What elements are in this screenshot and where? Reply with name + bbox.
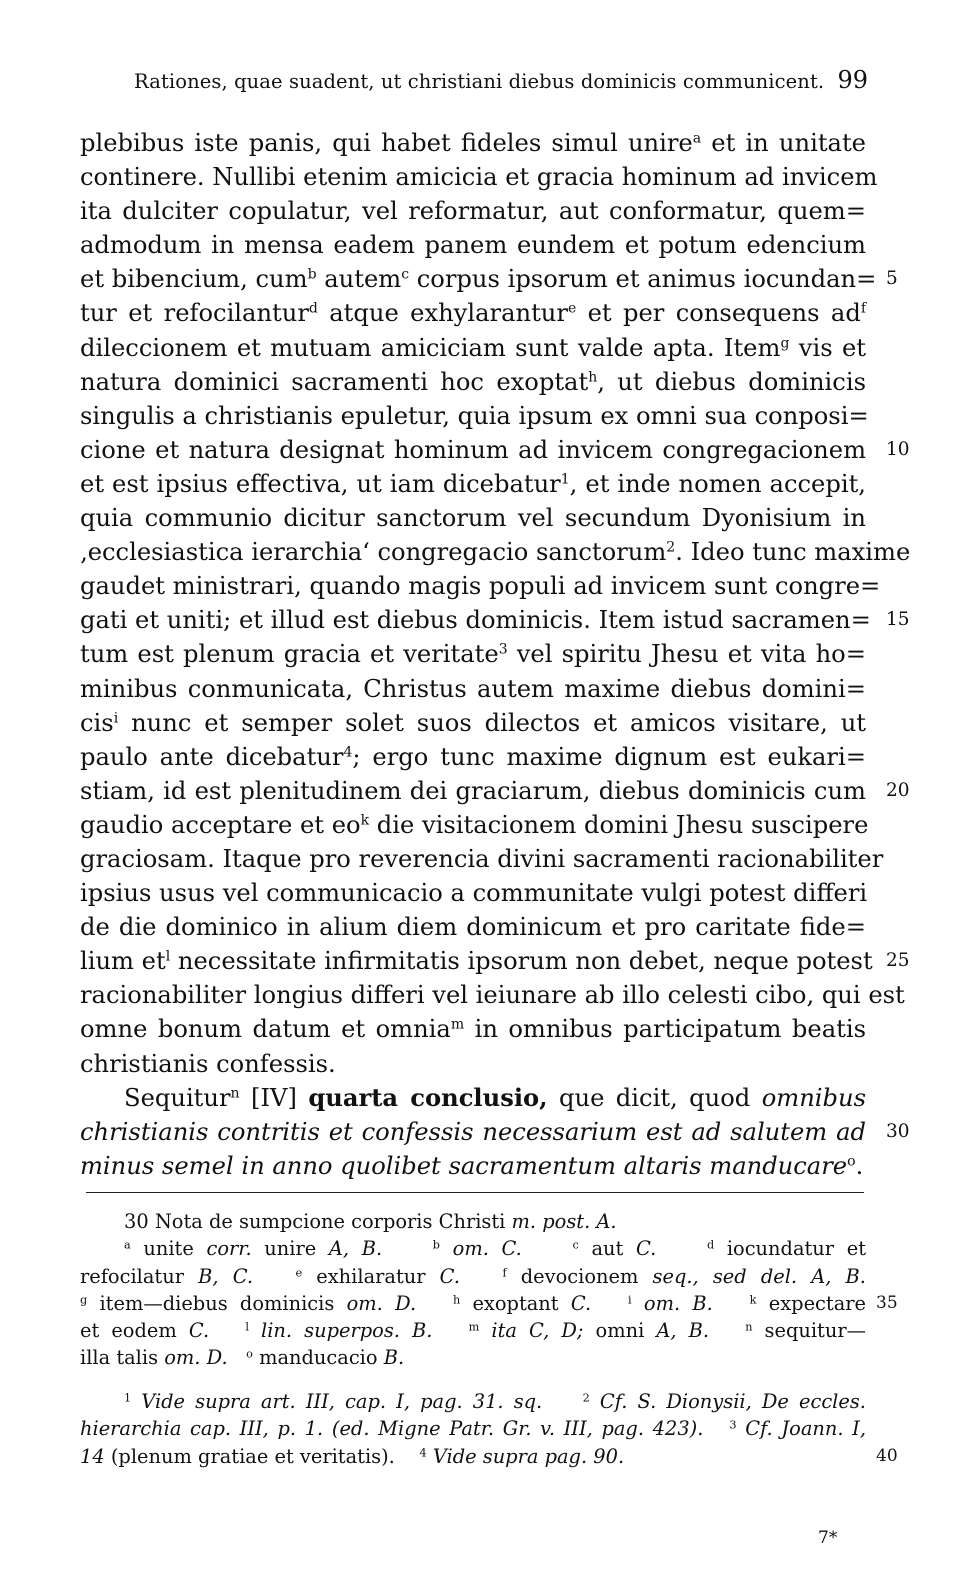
apparatus-line-text: $^a$ unite corr. unire A, B. $^b$ om. C. $^c$ aut C. $^d$ iocundatur et (124, 1237, 866, 1261)
text-line-text: ‚ecclesiastica ierarchia‘ congregacio sanctorum$^2$. Ideo tunc maxime (80, 538, 911, 567)
text-line (80, 228, 866, 262)
source-note-line-text: hierarchia cap. III, p. 1. (ed. Migne Patr. Gr. v. III, pag. 423). $^3$ Cf. Joann. I, (80, 1417, 867, 1441)
running-title: Rationes, quae suadent, ut christiani diebus dominicis communicent. (134, 70, 825, 93)
apparatus-line-text: 30 Nota de sumpcione corporis Christi m. post. A. (124, 1210, 617, 1233)
critical-apparatus (80, 1208, 898, 1372)
apparatus-line (80, 1263, 866, 1290)
text-line-text: stiam, id est plenitudinem dei graciarum, diebus dominicis cum (80, 776, 866, 805)
text-line (80, 126, 866, 160)
text-line-text: ipsius usus vel communicacio a communitate vulgi potest differi (80, 879, 868, 908)
page-number: 99 (837, 66, 868, 94)
apparatus-line-text: et eodem C. $^l$ lin. superpos. B. $^m$ ita C, D; omni A, B. $^n$ sequitur— (80, 1319, 867, 1343)
text-line-text: minus semel in anno quolibet sacramentum altaris manducare$^o$. (80, 1151, 864, 1180)
apparatus-line (80, 1317, 866, 1344)
apparatus-line-text: illa talis om. D. $^o$ manducacio B. (80, 1346, 405, 1370)
source-note-line-text: $^1$ Vide supra art. III, cap. I, pag. 31. sq. $^2$ Cf. S. Dionysii, De eccles. (124, 1390, 866, 1413)
text-line-text: tur et refocilantur$^d$ atque exhylarantur$^e$ et per consequens $ad^f$ (80, 299, 866, 328)
text-line (80, 842, 884, 876)
text-line-text: continere. Nullibi etenim amicicia et gracia hominum ad invicem (80, 163, 878, 192)
line-number: 20 (886, 779, 910, 801)
text-line (80, 194, 866, 228)
text-line (80, 296, 866, 330)
text-line-text: christianis confessis. (80, 1049, 336, 1078)
text-line-text: gaudio acceptare et $eo^k$ die visitacionem domini Jhesu suscipere (80, 810, 869, 839)
text-line-text: omne bonum datum et omnia$^m$ in omnibus participatum beatis (80, 1015, 867, 1044)
text-line-text: gati et uniti; et illud est diebus dominicis. Item istud sacramen= (80, 606, 871, 635)
text-line (80, 1012, 866, 1046)
text-line-text: singulis a christianis epuletur, quia ipsum ex omni sua conposi= (80, 401, 869, 430)
signature-mark: 7* (818, 1528, 838, 1548)
text-line-text: et est ipsius effectiva, ut iam dicebatur$^1$, et inde nomen accepit, (80, 469, 866, 498)
footnote-separator-rule (86, 1192, 864, 1193)
text-line-text: tum est plenum gracia et veritate$^3$ vel spiritu Jhesu et vita ho= (80, 640, 866, 669)
text-line (80, 876, 866, 910)
text-line (80, 1115, 910, 1149)
text-line (80, 808, 869, 842)
text-line (80, 365, 866, 399)
text-line (80, 433, 910, 467)
apparatus-line-text: $^g$ item—diebus dominicis om. D. $^h$ exoptant C. $^i$ om. B. $^k$ expectare (80, 1291, 867, 1315)
text-line-text: admodum in mensa eadem panem eundem et potum edencium (80, 231, 866, 260)
text-line-text: quia communio dicitur sanctorum vel secundum Dyonisium in (80, 504, 866, 533)
apparatus-line (80, 1235, 866, 1262)
text-line (80, 637, 866, 671)
text-line (80, 399, 869, 433)
text-line-text: cione et natura designat hominum ad invicem congregacionem (80, 435, 866, 464)
apparatus-line (80, 1208, 866, 1235)
source-footnotes (80, 1388, 898, 1470)
line-number: 30 (886, 1120, 910, 1142)
text-line (80, 1149, 866, 1183)
text-line (80, 262, 898, 296)
text-line-text: natura dominici sacramenti hoc exoptat$^h$, ut diebus dominicis (80, 367, 866, 396)
line-number: 40 (876, 1445, 898, 1466)
running-header (80, 62, 868, 102)
text-line (80, 467, 866, 501)
text-line (80, 160, 878, 194)
text-line (80, 910, 866, 944)
text-line-text: plebibus iste panis, qui habet fideles simul unire$^a$ et in unitate (80, 129, 866, 157)
text-line-text: gaudet ministrari, quando magis populi ad invicem sunt congre= (80, 572, 881, 601)
text-line-text: et bibencium, cum$^b$ autem$^c$ corpus ipsorum et animus iocundan= (80, 265, 877, 294)
text-line-text: minibus conmunicata, Christus autem maxime diebus domini= (80, 674, 866, 703)
apparatus-line-text: refocilatur B, C. $^e$ exhilaratur C. $^f$ devocionem seq., sed del. A, B. (80, 1264, 866, 1288)
text-line (80, 1047, 866, 1081)
line-number: 25 (886, 950, 910, 972)
text-line-text: de die dominico in alium diem dominicum et pro caritate fide= (80, 913, 866, 942)
line-number: 15 (886, 609, 910, 631)
source-note-line (80, 1415, 866, 1442)
text-line-text: christianis contritis et confessis necessarium est ad salutem ad (80, 1117, 866, 1146)
text-line (80, 535, 911, 569)
apparatus-line (80, 1344, 866, 1371)
text-line-text: cis$^i$ nunc et semper solet suos dilectos et amicos visitare, ut (80, 708, 866, 737)
text-line (80, 740, 866, 774)
text-line (80, 672, 866, 706)
source-note-line (80, 1443, 898, 1470)
text-line (80, 978, 905, 1012)
apparatus-line (80, 1290, 898, 1317)
source-note-line (80, 1388, 866, 1415)
text-line (80, 774, 910, 808)
text-line-text: ita dulciter copulatur, vel reformatur, aut conformatur, quem= (80, 197, 866, 226)
text-line-text: Sequitur$^n$ [IV] quarta conclusio, que dicit, quod omnibus (124, 1082, 866, 1112)
text-line-text: lium $et^l$ necessitate infirmitatis ipsorum non debet, neque potest (80, 947, 873, 976)
text-line (80, 1081, 866, 1115)
main-text (80, 126, 911, 1183)
text-line-text: paulo ante dicebatur$^4$; ergo tunc maxime dignum est eukari= (80, 742, 866, 771)
text-line (80, 501, 866, 535)
source-note-line-text: 14 (plenum gratiae et veritatis). $^4$ Vide supra pag. 90. (80, 1444, 625, 1468)
text-line (80, 603, 910, 637)
text-line (80, 944, 910, 978)
text-line-text: dileccionem et mutuam amiciciam sunt valde apta. Item$^g$ vis et (80, 333, 866, 362)
text-line-text: graciosam. Itaque pro reverencia divini sacramenti racionabiliter (80, 844, 884, 873)
line-number: 10 (886, 438, 910, 460)
text-line-text: racionabiliter longius differi vel ieiunare ab illo celesti cibo, qui est (80, 981, 905, 1010)
line-number: 5 (886, 268, 898, 290)
text-line (80, 706, 866, 740)
text-line (80, 331, 866, 365)
line-number: 35 (876, 1292, 898, 1313)
text-line (80, 569, 881, 603)
